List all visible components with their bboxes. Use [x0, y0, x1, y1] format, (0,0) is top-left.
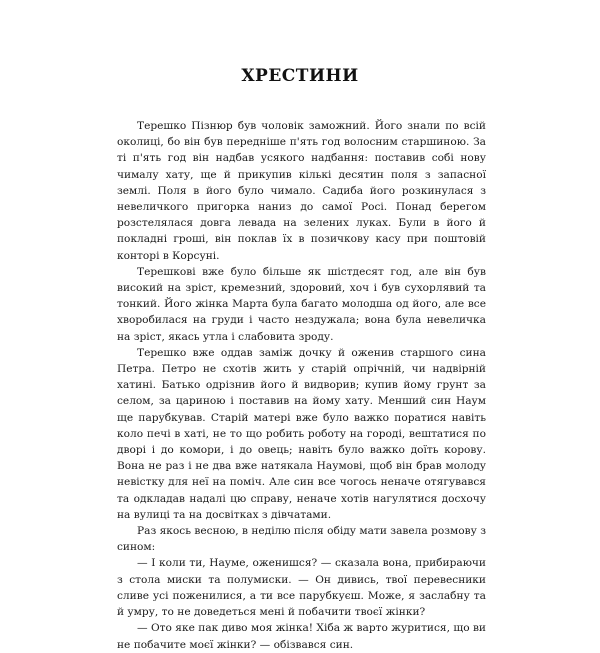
paragraph: Терешко Пізнюр був чоловік заможний. Його знали по всій околиці, бо він був передніше п'ять год волосним старшиною. За ті п'ять год він надбав усякого надбання: поставив собі нову чималу хату, ще й прикупив кількі десятин поля з запасної землі. Поля в його було чимало. Садиба його розкинулася з невеличкого пригорка наниз до самої Росі. Понад берегом розстелялася довга левада на зелених луках. Були в його й покладні гроші, він поклав їх в позичкову касу при поштовій конторі в Корсуні.: [117, 120, 486, 262]
paragraph: Терешко вже оддав заміж дочку й оженив старшого сина Петра. Петро не схотів жить у старій опрічній, чи надвірній хатині. Батько одрізнив його й видворив; купив йому грунт за селом, за цариною і поставив на йому хату. Менший син Наум ще парубкував. Старій матері вже було важко поратися навіть коло печі в хаті, не то що робить роботу на городі, вештатися по дворі і до комори, і до овець; навіть було важко доїть корову. Вона не раз і не два вже натякала Наумові, щоб він брав молоду невістку для неї на поміч. Але син все чогось неначе отягувався та одкладав надалі цю справу, неначе хотів нагулятися досхочу на вулиці та на досвітках з дівчатами.: [117, 346, 486, 521]
paragraph: Терешкові вже було більше як шістдесят год, але він був високий на зріст, кремезний, здоровий, хоч і був сухорлявий та тонкий. Його жінка Марта була багато молодша од його, але все хворобилася на груди і часто нездужала; вона була невеличка на зріст, якась утла і слабовита зроду.: [117, 265, 486, 343]
chapter-body: [117, 118, 486, 653]
paragraph: — Ото яке пак диво моя жінка! Хіба ж варто журитися, що ви не побачите моєї жінки? — обізвався син.: [117, 622, 486, 651]
paragraph: — І коли ти, Науме, оженишся? — сказала вона, прибираючи з стола миски та полумиски. — Он дивись, твої перевесники сливе усі поженилися, а ти все парубкуєш. Може, я заслабну та й умру, то не доведеться мені й побачити твоєї жінки?: [117, 557, 486, 619]
chapter-title: ХРЕСТИНИ: [241, 66, 359, 86]
paragraph: Раз якось весною, в неділю після обіду мати завела розмову з сином:: [117, 525, 486, 554]
